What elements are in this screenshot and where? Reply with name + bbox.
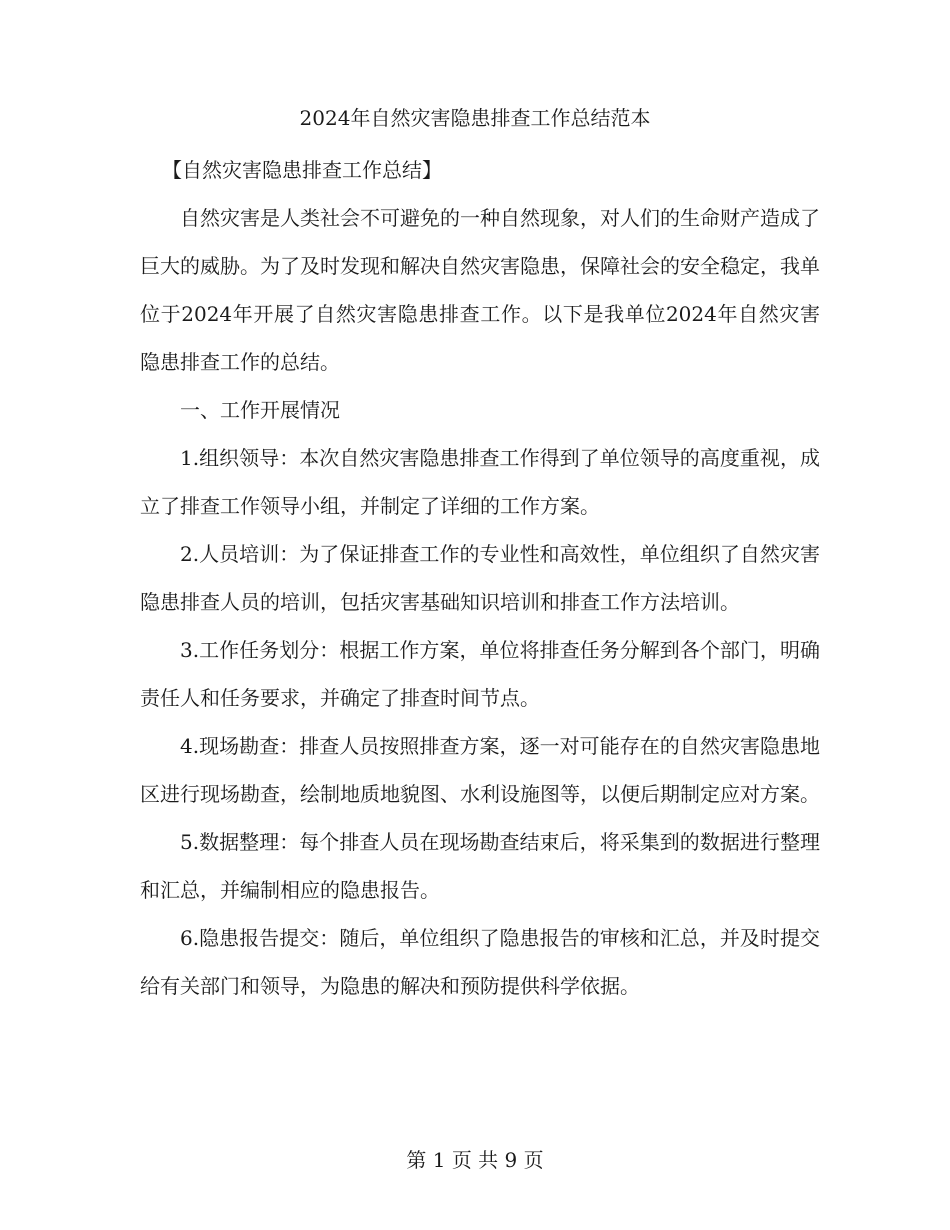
- document-body: [140, 146, 820, 1010]
- paragraph-work-overview-heading: 一、工作开展情况: [180, 398, 340, 422]
- paragraph-site-survey: 4.现场勘查：排查人员按照排查方案，逐一对可能存在的自然灾害隐患地区进行现场勘查，绘制地质地貌图、水利设施图等，以便后期制定应对方案。: [140, 734, 820, 806]
- paragraph-staff-training: 2.人员培训：为了保证排查工作的专业性和高效性，单位组织了自然灾害隐患排查人员的培训，包括灾害基础知识培训和排查工作方法培训。: [140, 542, 820, 614]
- paragraph-intro: 自然灾害是人类社会不可避免的一种自然现象，对人们的生命财产造成了巨大的威胁。为了及时发现和解决自然灾害隐患，保障社会的安全稳定，我单位于2024年开展了自然灾害隐患排查工作。以下是我单位2024年自然灾害隐患排查工作的总结。: [140, 206, 820, 374]
- paragraph-data-processing: 5.数据整理：每个排查人员在现场勘查结束后，将采集到的数据进行整理和汇总，并编制相应的隐患报告。: [140, 830, 820, 902]
- paragraph-organization-leadership: 1.组织领导：本次自然灾害隐患排查工作得到了单位领导的高度重视，成立了排查工作领导小组，并制定了详细的工作方案。: [140, 446, 820, 518]
- paragraph-report-submission: 6.隐患报告提交：随后，单位组织了隐患报告的审核和汇总，并及时提交给有关部门和领导，为隐患的解决和预防提供科学依据。: [140, 926, 820, 998]
- paragraph-task-division: 3.工作任务划分：根据工作方案，单位将排查任务分解到各个部门，明确责任人和任务要求，并确定了排查时间节点。: [140, 638, 820, 710]
- section-heading: 【自然灾害隐患排查工作总结】: [162, 158, 442, 182]
- document-title: 2024年自然灾害隐患排查工作总结范本: [299, 106, 651, 130]
- page-number-footer: 第 1 页 共 9 页: [406, 1148, 544, 1172]
